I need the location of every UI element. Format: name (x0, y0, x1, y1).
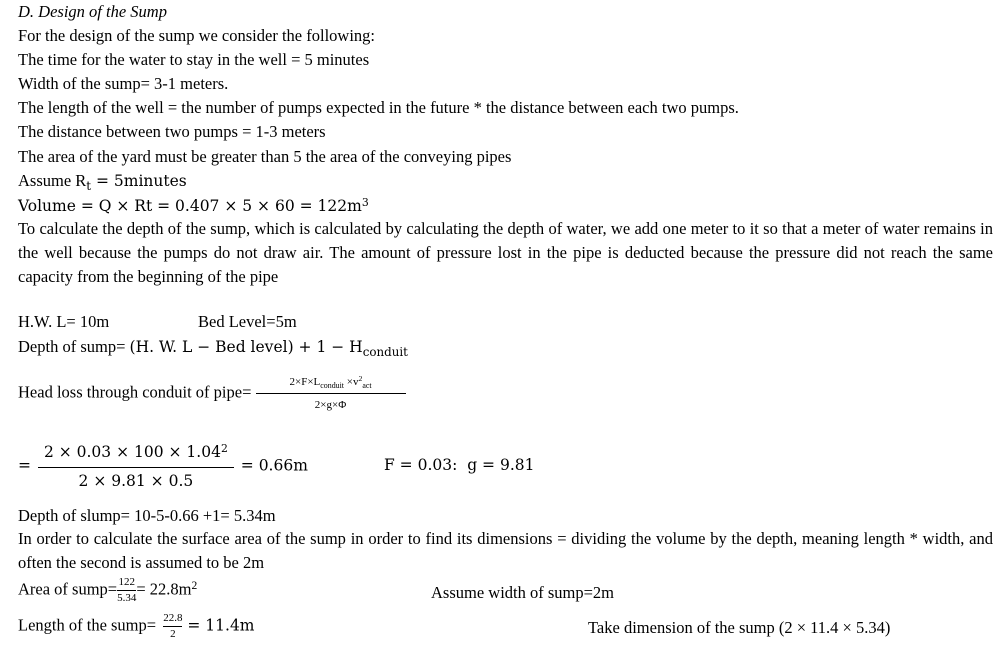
calc-numerator: $2 \times 0.03 \times 100 \times 1.04^2$ (38, 441, 234, 468)
calc-denominator: 2 × 9.81 × 0.5 (78, 472, 194, 490)
pump-distance-text: The distance between two pumps = 1-3 meters (18, 122, 326, 141)
dimension-text: Take dimension of the sump (2 × 11.4 × 5.34) (588, 618, 891, 637)
surface-area-paragraph: In order to calculate the surface area of the sump in order to find its dimensions = dividing the volume by the depth, meaning length * width, and often the second is assumed to be 2m (18, 529, 993, 572)
depth-result: Depth of slump= 10-5-0.66 +1= 5.34m (18, 506, 276, 525)
length-label: Length of the sump= (18, 615, 161, 635)
area-formula (18, 575, 197, 606)
volume-text: Volume = Q × Rt = 0.407 × 5 × 60 = 122m (18, 197, 362, 215)
depth-formula (18, 337, 408, 358)
area-result: = 22.8m (136, 579, 192, 599)
bed-level-text: Bed Level=5m (198, 312, 297, 331)
area-fraction (117, 575, 136, 606)
area-denominator: 5.34 (117, 592, 137, 604)
length-result: = 11.4m (182, 616, 255, 635)
retention-time-text: The time for the water to stay in the well = 5 minutes (18, 50, 370, 69)
section-title: D. Design of the Sump (18, 2, 167, 21)
assume-rt-line (18, 171, 187, 192)
assume-width-text: Assume width of sump=2m (431, 583, 615, 602)
area-numerator: 122 (117, 575, 136, 591)
assume-rt-value: = 5minutes (91, 172, 187, 190)
volume-exponent: 3 (361, 195, 369, 209)
depth-formula-expr: (H. W. L − Bed level) + 1 − H (129, 338, 363, 356)
hwl-text: H.W. L= 10m (18, 312, 110, 331)
depth-formula-label: Depth of sump= (18, 337, 130, 356)
well-length-text: The length of the well = the number of pumps expected in the future * the distance between each two pumps. (18, 98, 739, 117)
head-loss-numerator: $2\times F\times L_{conduit} \times v^2_{act}$ (256, 374, 406, 394)
length-formula (18, 611, 255, 642)
head-loss-label: Head loss through conduit of pipe= (18, 382, 252, 402)
head-loss-fraction (256, 374, 406, 413)
area-exponent: 2 (191, 579, 198, 592)
length-denominator: 2 (170, 628, 176, 640)
head-loss-denominator: 2×g×Φ (314, 399, 347, 411)
calc-equals: = (18, 456, 31, 475)
calc-result: = 0.66m (240, 456, 308, 475)
area-label: Area of sump= (18, 579, 118, 599)
intro-text: For the design of the sump we consider the following: (18, 26, 375, 45)
head-loss-formula (18, 374, 406, 413)
volume-equation (18, 196, 369, 218)
param-g: g = 9.81 (467, 456, 535, 474)
yard-area-text: The area of the yard must be greater than 5 the area of the conveying pipes (18, 147, 512, 166)
calc-fraction (38, 441, 234, 492)
sump-width-text: Width of the sump= 3-1 meters. (18, 74, 229, 93)
assume-rt-subscript: t (86, 179, 92, 194)
assume-rt-label: Assume R (18, 171, 87, 190)
depth-paragraph: To calculate the depth of the sump, which is calculated by calculating the depth of water, we add one meter to it so that a meter of water remains in the well because the pumps do not draw air. The amount of pressure lost in the pipe is deducted because the pressure did not reach the same capacity from the beginning of the pipe (18, 219, 993, 286)
length-numerator: 22.8 (163, 611, 182, 627)
calc-parameters (384, 455, 534, 475)
head-loss-calculation (18, 441, 308, 492)
length-fraction (163, 611, 182, 642)
param-f: F = 0.03: (384, 456, 458, 474)
depth-formula-subscript: conduit (362, 345, 408, 360)
